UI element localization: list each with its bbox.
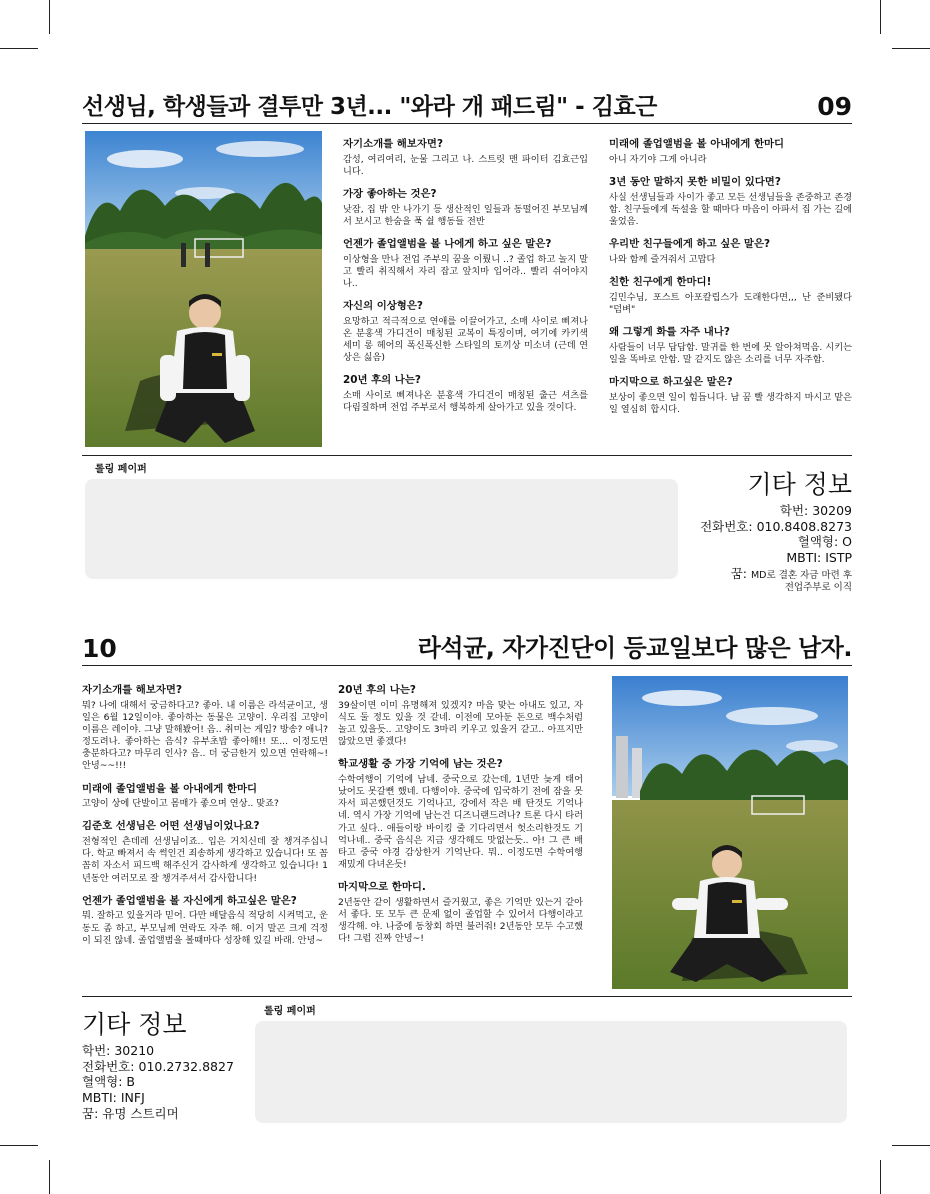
qa-item bbox=[609, 176, 852, 228]
qa-item bbox=[82, 783, 328, 811]
info-title: 기타 정보 bbox=[747, 470, 852, 499]
qa-item bbox=[338, 881, 583, 945]
qa-question: 김준호 선생님은 어떤 선생님이었나요? bbox=[82, 820, 260, 833]
qa-item bbox=[609, 326, 852, 366]
qa-item bbox=[82, 684, 328, 773]
rolling-paper-label: 롤링 페이퍼 bbox=[264, 1006, 316, 1017]
page-09-number: 09 bbox=[817, 92, 852, 121]
info-dream-prefix: 꿈: bbox=[730, 565, 747, 581]
page-09-title: 선생님, 학생들과 결투만 3년... "와라 개 패드림" - 김효근 bbox=[82, 94, 657, 120]
info-panel bbox=[686, 470, 852, 594]
header-rule bbox=[82, 665, 852, 666]
qa-answer: 김민수님, 포스트 아포칼립스가 도래한다면,,, 난 준비됐다 "덤벼" bbox=[609, 291, 852, 315]
qa-answer: 아니 자기야 그게 아니라 bbox=[609, 153, 707, 165]
qa-question: 자기소개를 해보자면? bbox=[343, 138, 443, 150]
qa-item bbox=[343, 238, 588, 290]
qa-answer: 고양이 상에 단발이고 몸매가 좋으며 연상.. 맞죠? bbox=[82, 798, 279, 810]
qa-question: 언젠가 졸업앨범을 볼 자신에게 하고싶은 말은? bbox=[82, 894, 297, 907]
qa-answer: 감성, 여리여리, 눈물 그리고 나. 스트릿 맨 파이터 김효근입니다. bbox=[343, 153, 588, 177]
crop-mark bbox=[880, 0, 881, 34]
page-10-number: 10 bbox=[82, 634, 117, 663]
qa-question: 20년 후의 나는? bbox=[343, 374, 421, 387]
qa-column-1 bbox=[82, 684, 328, 957]
qa-answer: 수학여행이 기억에 남네. 중국으로 갔는데, 1년만 늦게 태어났어도 못갈뻔 했네. 다행이야. 중국에 입국하기 전에 잠을 못자서 피곤했던것도 기억나고, 강에서 작은 배 탄것도 기억나네. 역시 가장 기억에 남는건 디즈니랜드려나? 트론 다시 타러가고 싶다.. 애들이랑 바이킹 줄 기다리면서 헛소리한것도 기억나네.. 중국 음식은 지금 생각해도 맛없는듯.. 아! 그 큰 배타고 중국 야경 감상한거 기억난다. 뭐.. 이정도면 수학여행 재밌게 다녀온듯! bbox=[338, 774, 583, 871]
crop-mark bbox=[49, 0, 50, 34]
qa-answer: 나와 함께 즐겨줘서 고맙다 bbox=[609, 253, 716, 265]
student-photo bbox=[612, 676, 848, 989]
info-blood-type: 혈액형: B bbox=[82, 1074, 135, 1090]
qa-column-1 bbox=[343, 138, 588, 425]
info-panel bbox=[82, 1010, 252, 1121]
student-photo bbox=[85, 131, 322, 447]
qa-item bbox=[343, 188, 588, 228]
crop-mark bbox=[892, 48, 930, 49]
info-dream bbox=[686, 566, 852, 582]
qa-answer: 요망하고 적극적으로 연애를 이끌어가고, 소매 사이로 삐져나온 분홍색 가디건이 매칭된 교복이 특징이며, 여기에 카키색 세미 롱 헤어의 폭신폭신한 스타일의 토끼상 미소녀 (근데 연상은 싫음) bbox=[343, 315, 588, 364]
qa-item bbox=[82, 820, 328, 884]
qa-question: 미래에 졸업앨범을 볼 아내에게 한마디 bbox=[82, 782, 258, 795]
qa-question: 가장 좋아하는 것은? bbox=[343, 188, 437, 201]
qa-answer: 뭐. 잘하고 있을거라 믿어. 다만 배달음식 적당히 시켜먹고, 운동도 좀 하고, 부모님께 연락도 자주 해. 이거 말곤 크게 걱정이 되진 않네. 졸업앨범을 볼때마다 성장해 있길 바래. 안녕~ bbox=[82, 910, 328, 946]
qa-item bbox=[338, 758, 583, 871]
info-dream-text: MD로 결혼 자금 마련 후 bbox=[750, 569, 852, 581]
qa-answer: 사실 선생님들과 사이가 좋고 모든 선생님들을 존중하고 존경함. 친구들에게 독설을 할 때마다 마음이 아파서 집 가는 길에 울었음. bbox=[609, 191, 852, 227]
qa-column-2 bbox=[609, 138, 852, 426]
qa-question: 20년 후의 나는? bbox=[338, 684, 416, 696]
qa-question: 친한 친구에게 한마디! bbox=[609, 275, 712, 288]
info-dream-text: 전업주부로 이직 bbox=[784, 581, 852, 593]
qa-item bbox=[338, 684, 583, 748]
qa-column-2 bbox=[338, 684, 583, 955]
qa-question: 미래에 졸업앨범을 볼 아내에게 한마디 bbox=[609, 138, 785, 150]
qa-question: 자기소개를 해보자면? bbox=[82, 684, 182, 696]
rolling-paper-box bbox=[85, 479, 678, 579]
qa-answer: 보상이 좋으면 일이 힘듭니다. 남 꿈 빨 생각하지 마시고 맡은 일 열심히 합시다. bbox=[609, 391, 852, 415]
qa-item bbox=[343, 138, 588, 178]
qa-question: 마지막으로 한마디. bbox=[338, 881, 426, 894]
info-mbti: MBTI: INFJ bbox=[82, 1089, 145, 1105]
section-rule bbox=[82, 996, 852, 997]
qa-question: 3년 동안 말하지 못한 비밀이 있다면? bbox=[609, 175, 781, 188]
qa-answer: 전형적인 츤데레 선생님이죠.. 입은 거치신데 잘 챙겨주십니다. 학교 빠져서 속 썩인건 죄송하게 생각하고 있습니다! 또 꼼꼼히 자소서 피드백 해주신거 감사하게 생각하고 있습니다! 1년동안 여러모로 잘 챙겨주셔서 감사합니다! bbox=[82, 836, 328, 884]
qa-item bbox=[609, 376, 852, 416]
qa-question: 언젠가 졸업앨범을 볼 나에게 하고 싶은 말은? bbox=[343, 238, 552, 251]
qa-answer: 소매 사이로 삐져나온 분홍색 가디건이 매칭된 출근 셔츠를 다림질하며 전업 주부로서 행복하게 살아가고 있을 것이다. bbox=[343, 390, 588, 414]
section-rule bbox=[82, 455, 852, 456]
qa-item bbox=[82, 895, 328, 947]
qa-answer: 사람들이 너무 답답함. 말귀를 한 번에 못 알아쳐먹음. 시키는 일을 똑바로 안함. 말 같지도 않은 소리를 너무 자주함. bbox=[609, 341, 852, 365]
qa-question: 우리반 친구들에게 하고 싶은 말은? bbox=[609, 238, 771, 251]
info-student-id: 학번: 30209 bbox=[779, 503, 852, 518]
qa-question: 왜 그렇게 화를 자주 내나? bbox=[609, 325, 730, 338]
qa-answer: 이상형을 만나 전업 주부의 꿈을 이뤘니 ..? 졸업 하고 놀지 말고 빨리 취직해서 자리 잡고 앞치마 입어라.. 빨리 쉬어야지 나.. bbox=[343, 253, 588, 290]
rolling-paper-box bbox=[255, 1021, 847, 1123]
info-student-id: 학번: 30210 bbox=[82, 1043, 155, 1058]
page-10-header bbox=[82, 628, 852, 663]
info-blood-type: 혈액형: O bbox=[797, 534, 852, 550]
qa-item bbox=[609, 276, 852, 316]
qa-question: 자신의 이상형은? bbox=[343, 300, 423, 313]
qa-item bbox=[343, 300, 588, 364]
info-title: 기타 정보 bbox=[82, 1010, 187, 1039]
info-mbti: MBTI: ISTP bbox=[786, 549, 852, 565]
qa-answer: 2년동안 같이 생활하면서 즐거웠고, 좋은 기억만 있는거 같아서 좋다. 또 모두 큰 문제 없이 졸업할 수 있어서 다행이라고 생각해. 야. 나중에 동창회 하면 불러줘! 2년동안 모두 수고했다! 그럼 진짜 안녕~! bbox=[338, 896, 583, 945]
header-rule bbox=[82, 123, 852, 124]
qa-question: 학교생활 중 가장 기억에 남는 것은? bbox=[338, 758, 503, 771]
crop-mark bbox=[49, 1160, 50, 1194]
info-dream: 꿈: 유명 스트리머 bbox=[82, 1105, 179, 1121]
page-09-header bbox=[82, 88, 852, 121]
rolling-paper-label: 롤링 페이퍼 bbox=[95, 464, 147, 475]
qa-item bbox=[343, 374, 588, 414]
qa-item bbox=[609, 238, 852, 266]
qa-answer: 39살이면 이미 유명해져 있겠지? 마음 맞는 아내도 있고, 자식도 둘 정도 있을 것 같네. 이전에 모아둔 돈으로 백수처럼 놀고 있을듯.. 고양이도 3마리 키우고 있을거 같고.. 아프지만 않았으면 좋겠다! bbox=[338, 699, 583, 748]
qa-answer: 뭐? 나에 대해서 궁금하다고? 좋아. 내 이름은 라석균이고, 생일은 6월 12일이야. 좋아하는 동물은 고양이. 우리집 고양이 이름은 레이야. 그냥 말해봤어! 음.. 취미는 게임? 방송? 애니? 정도려나. 좋아하는 음식? 유부초밥 좋아해!! 또... 이정도면 충분하다고? 마무리 인사? 음.. 더 궁금한거 있으면 연락해~! 안녕~~!!! bbox=[82, 699, 328, 772]
page-10-title: 라석균, 자가진단이 등교일보다 많은 남자. bbox=[417, 634, 852, 662]
qa-item bbox=[609, 138, 852, 166]
crop-mark bbox=[880, 1160, 881, 1194]
info-phone: 전화번호: 010.8408.8273 bbox=[700, 518, 852, 534]
crop-mark bbox=[0, 48, 38, 49]
info-phone: 전화번호: 010.2732.8827 bbox=[82, 1058, 234, 1074]
qa-answer: 낮잠, 집 밖 안 나가기 등 생산적인 일들과 동떨어진 부모님께서 보시고 한숨을 푹 쉴 행동들 전반 bbox=[343, 203, 588, 227]
crop-mark bbox=[892, 1145, 930, 1146]
qa-question: 마지막으로 하고싶은 말은? bbox=[609, 375, 733, 388]
crop-mark bbox=[0, 1145, 38, 1146]
